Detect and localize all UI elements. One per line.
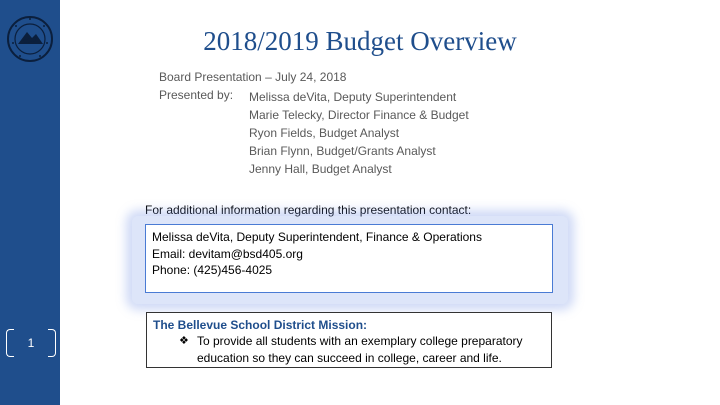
mission-text-line: education so they can succeed in college, career and life. — [197, 350, 502, 365]
right-bracket-icon — [48, 329, 56, 357]
presenter-item: Melissa deVita, Deputy Superintendent — [249, 90, 457, 104]
contact-phone: Phone: (425)456-4025 — [152, 263, 273, 277]
contact-intro: For additional information regarding this presentation contact: — [145, 203, 472, 217]
mission-heading: The Bellevue School District Mission: — [153, 318, 368, 332]
presenter-list — [249, 88, 469, 178]
presenter-item: Brian Flynn, Budget/Grants Analyst — [249, 144, 436, 158]
diamond-bullet-icon: ❖ — [179, 335, 189, 347]
page-number: 1 — [27, 336, 35, 350]
presenter-item: Ryon Fields, Budget Analyst — [249, 126, 400, 140]
contact-name: Melissa deVita, Deputy Superintendent, Finance & Operations — [152, 230, 482, 244]
district-seal-icon — [5, 10, 55, 68]
page-number-box — [6, 327, 56, 359]
presented-by-label: Presented by: — [159, 88, 234, 102]
sidebar — [0, 0, 60, 405]
contact-box — [145, 224, 553, 293]
mission-text-line: To provide all students with an exemplary college preparatory — [197, 334, 523, 348]
contact-email: Email: devitam@bsd405.org — [152, 246, 303, 261]
slide-title: 2018/2019 Budget Overview — [203, 26, 517, 56]
mission-box — [146, 312, 552, 368]
presentation-date-line: Board Presentation – July 24, 2018 — [159, 70, 347, 84]
mission-statement — [153, 333, 545, 366]
presenter-item: Jenny Hall, Budget Analyst — [249, 162, 392, 176]
presenter-item: Marie Telecky, Director Finance & Budget — [249, 108, 469, 122]
